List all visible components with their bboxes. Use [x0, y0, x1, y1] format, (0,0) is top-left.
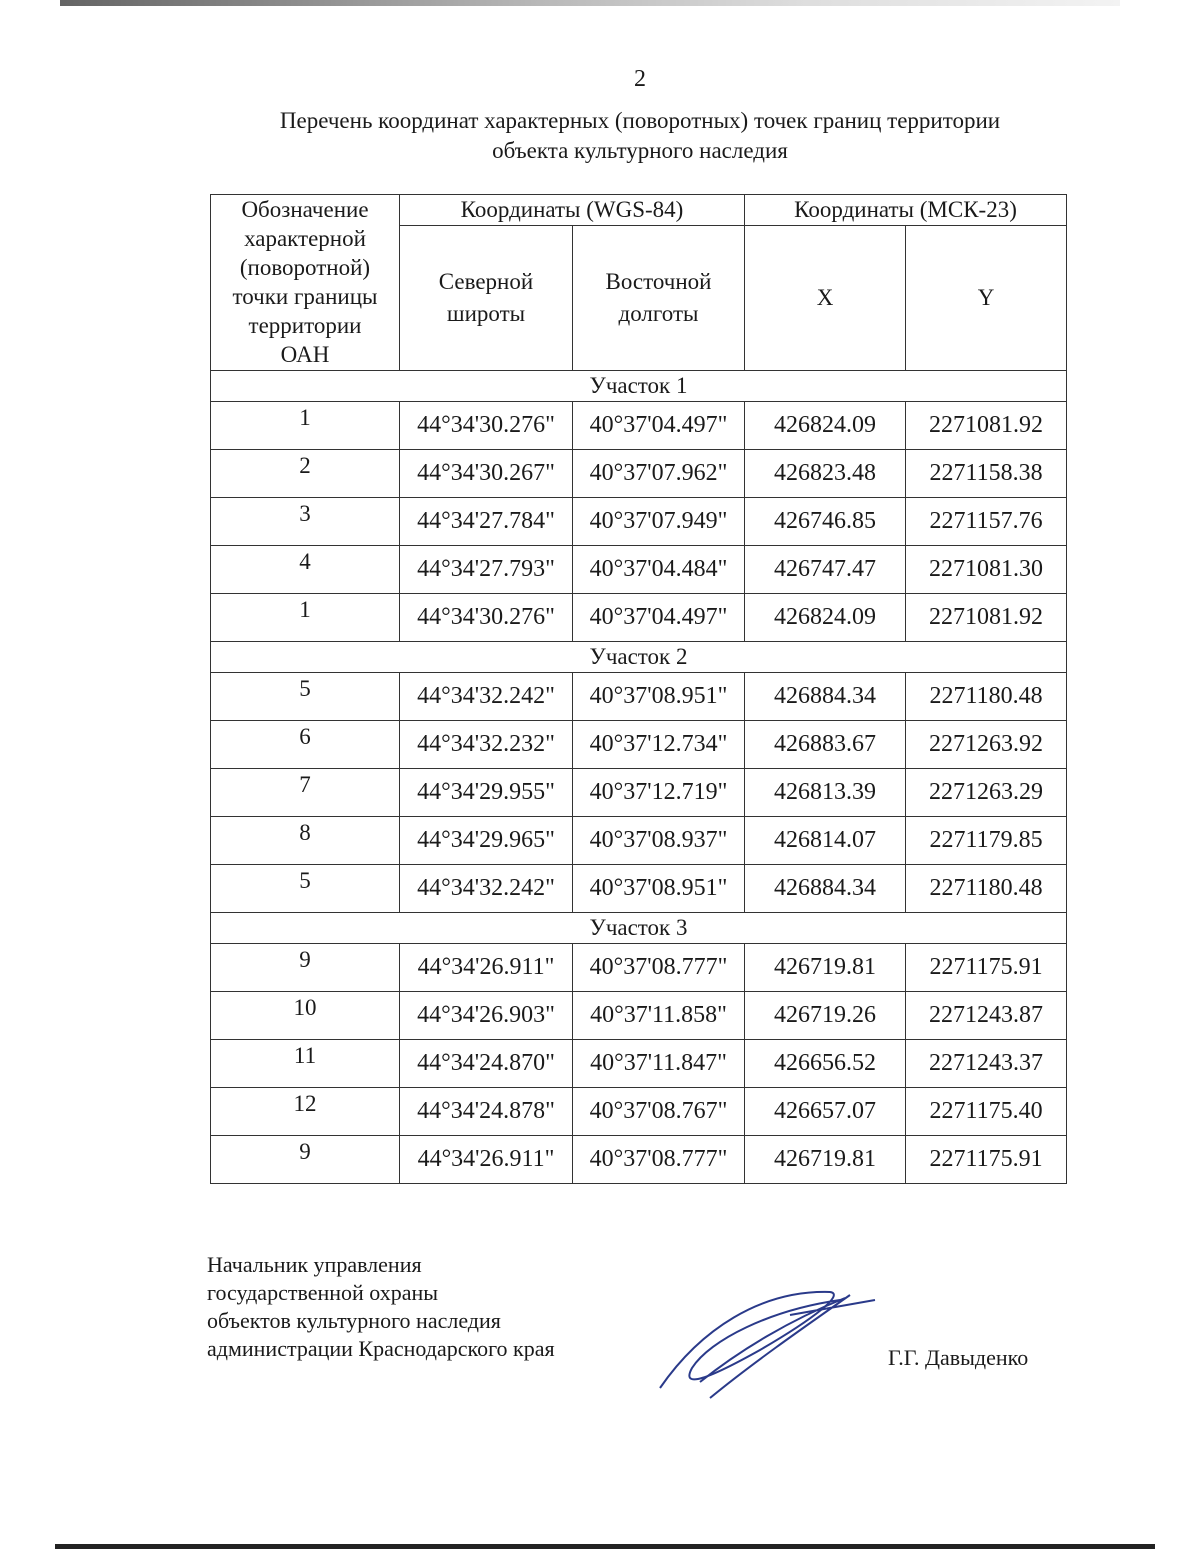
x-cell: 426824.09: [745, 594, 906, 642]
y-cell: 2271175.40: [906, 1088, 1067, 1136]
table-row: [211, 1040, 1067, 1088]
east-longitude-cell: 40°37'08.767": [573, 1088, 745, 1136]
point-cell: 2: [211, 450, 400, 498]
north-latitude-cell: 44°34'24.870": [400, 1040, 573, 1088]
y-cell: 2271175.91: [906, 1136, 1067, 1184]
east-longitude-cell: 40°37'07.962": [573, 450, 745, 498]
y-cell: 2271263.92: [906, 721, 1067, 769]
x-cell: 426719.81: [745, 1136, 906, 1184]
north-latitude-cell: 44°34'30.276": [400, 594, 573, 642]
east-longitude-cell: 40°37'08.777": [573, 1136, 745, 1184]
section-row: [211, 371, 1067, 402]
north-latitude-cell: 44°34'24.878": [400, 1088, 573, 1136]
point-cell: 9: [211, 1136, 400, 1184]
point-cell: 10: [211, 992, 400, 1040]
table-row: [211, 944, 1067, 992]
east-longitude-cell: 40°37'12.734": [573, 721, 745, 769]
north-latitude-cell: 44°34'26.911": [400, 944, 573, 992]
point-cell: 1: [211, 594, 400, 642]
point-cell: 5: [211, 673, 400, 721]
east-longitude-cell: 40°37'07.949": [573, 498, 745, 546]
table-row: [211, 673, 1067, 721]
signatory-line: государственной охраны: [207, 1280, 439, 1305]
header-x: X: [745, 226, 906, 371]
point-cell: 3: [211, 498, 400, 546]
x-cell: 426719.81: [745, 944, 906, 992]
table-row: [211, 1136, 1067, 1184]
table-row: [211, 498, 1067, 546]
x-cell: 426656.52: [745, 1040, 906, 1088]
y-cell: 2271081.92: [906, 402, 1067, 450]
y-cell: 2271179.85: [906, 817, 1067, 865]
y-cell: 2271081.30: [906, 546, 1067, 594]
scan-edge-bottom: [55, 1544, 1155, 1549]
north-latitude-cell: 44°34'30.267": [400, 450, 573, 498]
section-row: [211, 642, 1067, 673]
table-row: [211, 450, 1067, 498]
table-row: [211, 402, 1067, 450]
x-cell: 426884.34: [745, 673, 906, 721]
section-label: Участок 3: [211, 913, 1067, 944]
point-cell: 5: [211, 865, 400, 913]
y-cell: 2271180.48: [906, 673, 1067, 721]
x-cell: 426813.39: [745, 769, 906, 817]
signatory-line: объектов культурного наследия: [207, 1308, 501, 1333]
y-cell: 2271263.29: [906, 769, 1067, 817]
table-row: [211, 769, 1067, 817]
east-longitude-cell: 40°37'04.497": [573, 594, 745, 642]
north-latitude-cell: 44°34'29.955": [400, 769, 573, 817]
y-cell: 2271243.37: [906, 1040, 1067, 1088]
east-longitude-cell: 40°37'04.497": [573, 402, 745, 450]
table-row: [211, 1088, 1067, 1136]
signatory-line: администрации Краснодарского края: [207, 1336, 555, 1361]
header-msk23: Координаты (МСК-23): [745, 195, 1067, 226]
x-cell: 426746.85: [745, 498, 906, 546]
y-cell: 2271243.87: [906, 992, 1067, 1040]
east-longitude-cell: 40°37'08.937": [573, 817, 745, 865]
point-cell: 4: [211, 546, 400, 594]
x-cell: 426884.34: [745, 865, 906, 913]
coordinates-table: [210, 194, 1067, 1184]
handwritten-signature: [640, 1270, 880, 1400]
east-longitude-cell: 40°37'08.777": [573, 944, 745, 992]
scan-edge-top: [60, 0, 1120, 6]
north-latitude-cell: 44°34'27.793": [400, 546, 573, 594]
page-number: 2: [634, 66, 646, 92]
x-cell: 426814.07: [745, 817, 906, 865]
document-title: [225, 106, 1055, 166]
x-cell: 426824.09: [745, 402, 906, 450]
signatory-name: Г.Г. Давыденко: [888, 1345, 1029, 1370]
title-line-2: объекта культурного наследия: [492, 138, 788, 163]
table-row: [211, 992, 1067, 1040]
y-cell: 2271158.38: [906, 450, 1067, 498]
signatory-line: Начальник управления: [207, 1252, 422, 1277]
table-body: [211, 371, 1067, 1184]
x-cell: 426883.67: [745, 721, 906, 769]
east-longitude-cell: 40°37'08.951": [573, 865, 745, 913]
north-latitude-cell: 44°34'32.242": [400, 673, 573, 721]
x-cell: 426747.47: [745, 546, 906, 594]
point-cell: 1: [211, 402, 400, 450]
east-longitude-cell: 40°37'11.858": [573, 992, 745, 1040]
table-row: [211, 721, 1067, 769]
header-north-latitude: Северной широты: [400, 226, 573, 371]
header-y: Y: [906, 226, 1067, 371]
x-cell: 426719.26: [745, 992, 906, 1040]
table-row: [211, 817, 1067, 865]
east-longitude-cell: 40°37'11.847": [573, 1040, 745, 1088]
x-cell: 426657.07: [745, 1088, 906, 1136]
point-cell: 7: [211, 769, 400, 817]
title-line-1: Перечень координат характерных (поворотных) точек границ территории: [279, 108, 1001, 133]
east-longitude-cell: 40°37'12.719": [573, 769, 745, 817]
east-longitude-cell: 40°37'04.484": [573, 546, 745, 594]
north-latitude-cell: 44°34'27.784": [400, 498, 573, 546]
section-label: Участок 2: [211, 642, 1067, 673]
y-cell: 2271157.76: [906, 498, 1067, 546]
y-cell: 2271081.92: [906, 594, 1067, 642]
y-cell: 2271180.48: [906, 865, 1067, 913]
north-latitude-cell: 44°34'26.903": [400, 992, 573, 1040]
header-point-designation: Обозначение характерной (поворотной) точки границы территории ОАН: [211, 195, 400, 371]
table-row: [211, 594, 1067, 642]
point-cell: 6: [211, 721, 400, 769]
y-cell: 2271175.91: [906, 944, 1067, 992]
section-row: [211, 913, 1067, 944]
north-latitude-cell: 44°34'30.276": [400, 402, 573, 450]
point-cell: 12: [211, 1088, 400, 1136]
table-row: [211, 865, 1067, 913]
north-latitude-cell: 44°34'29.965": [400, 817, 573, 865]
table-row: [211, 546, 1067, 594]
point-cell: 8: [211, 817, 400, 865]
x-cell: 426823.48: [745, 450, 906, 498]
north-latitude-cell: 44°34'26.911": [400, 1136, 573, 1184]
header-east-longitude: Восточной долготы: [573, 226, 745, 371]
section-label: Участок 1: [211, 371, 1067, 402]
header-wgs84: Координаты (WGS-84): [400, 195, 745, 226]
point-cell: 9: [211, 944, 400, 992]
point-cell: 11: [211, 1040, 400, 1088]
east-longitude-cell: 40°37'08.951": [573, 673, 745, 721]
signatory-title: [207, 1251, 555, 1363]
north-latitude-cell: 44°34'32.242": [400, 865, 573, 913]
north-latitude-cell: 44°34'32.232": [400, 721, 573, 769]
